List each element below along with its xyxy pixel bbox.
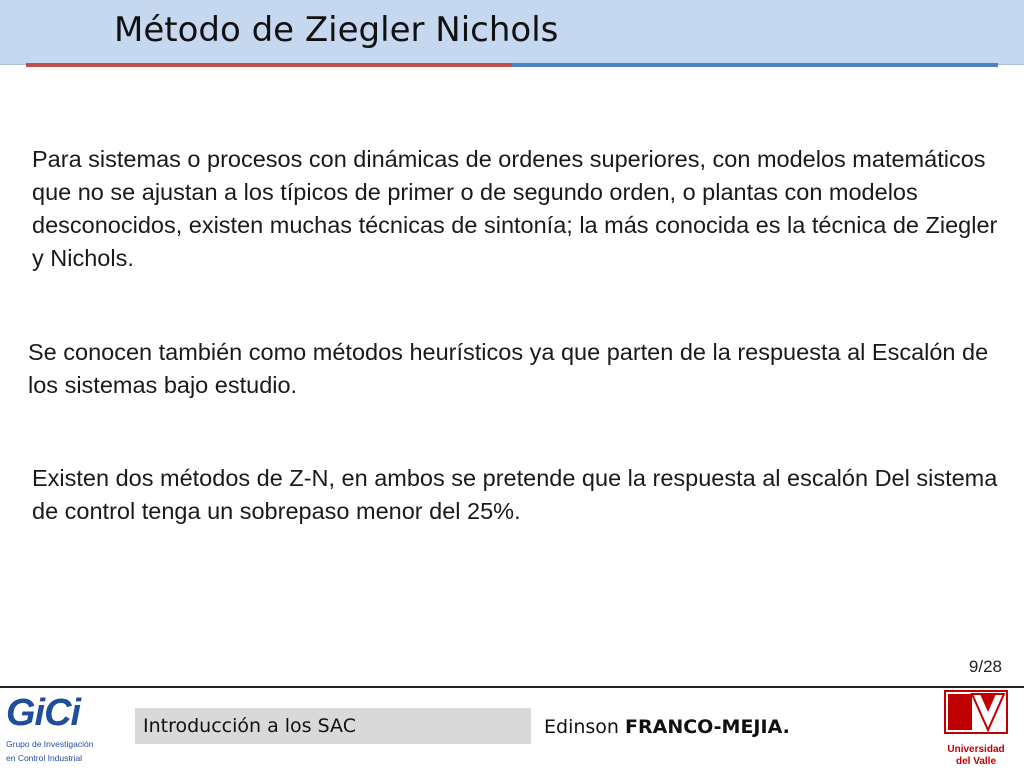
title-rule-right	[512, 63, 998, 67]
univalle-shield-icon	[944, 690, 1008, 734]
paragraph-2: Se conocen también como métodos heurísticos ya que parten de la respuesta al Escalón de los sistemas bajo estudio.	[28, 339, 989, 398]
paragraph-1: Para sistemas o procesos con dinámicas de ordenes superiores, con modelos matemáticos que no se ajustan a los típicos de primer o de segundo orden, o plantas con modelos desconocidos, existen muchas técnicas de sintonía; la más conocida es la técnica de Ziegler y Nichols.	[32, 146, 998, 271]
univalle-logo-line2: del Valle	[955, 756, 997, 767]
footer-divider	[0, 686, 1024, 688]
univalle-logo-line1: Universidad	[947, 744, 1005, 755]
gici-logo-line2: en Control Industrial	[6, 753, 83, 763]
gici-logo	[2, 692, 94, 766]
title-rule-left	[26, 63, 512, 67]
author-name	[544, 716, 790, 738]
course-name: Introducción a los SAC	[143, 715, 356, 737]
author-last-name: FRANCO-MEJIA.	[625, 716, 790, 738]
univalle-logo	[934, 690, 1018, 768]
slide-title: Método de Ziegler Nichols	[114, 10, 559, 50]
gici-logo-line1: Grupo de Investigación	[6, 739, 94, 749]
title-bar	[0, 0, 1024, 65]
paragraph-3: Existen dos métodos de Z-N, en ambos se pretende que la respuesta al escalón Del sistema de control tenga un sobrepaso menor del 25%.	[32, 465, 998, 524]
gici-wordmark: GiCi	[6, 692, 81, 734]
course-label-box	[135, 708, 531, 744]
author-first-name: Edinson	[544, 716, 619, 738]
page-number: 9/28	[968, 657, 1002, 676]
